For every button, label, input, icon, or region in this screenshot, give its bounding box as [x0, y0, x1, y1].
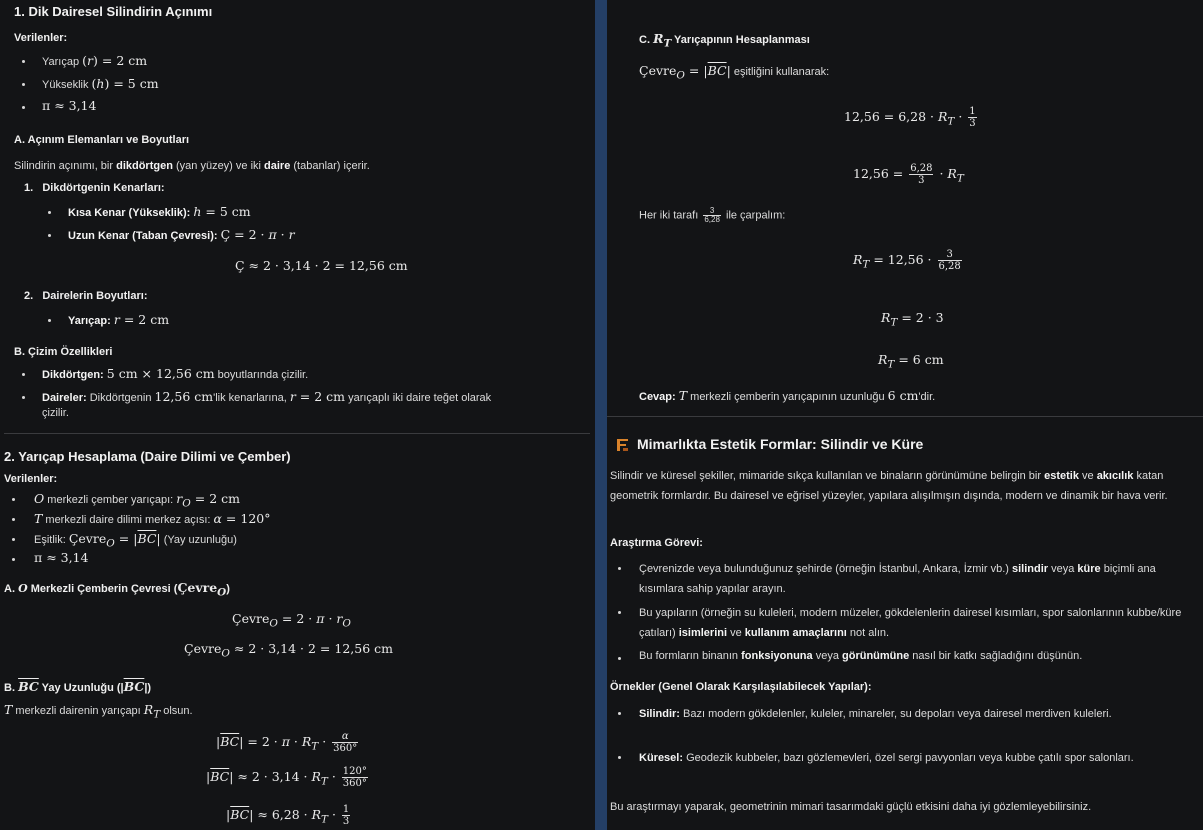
bullet [12, 538, 15, 541]
task-item-2: Bu yapıların (örneğin su kuleleri, modern müzeler, gökdelenlerin dairesel kısımları, spor salonlarının kubbe/küre çatıları) isimlerini ve kullanım amaçlarını not alın. [639, 607, 1182, 639]
s1-given-heading: Verilenler: [14, 32, 68, 44]
s1-a-circumference-eq: Ç ≈ 2 · 3,14 · 2 = 12,56 cm [235, 258, 408, 273]
bullet [618, 567, 621, 570]
s1-b-rectangle: Dikdörtgen: 5 cm × 12,56 cm boyutlarında çizilir. [42, 366, 309, 381]
s2-b-eq2: $|\overline{BC}| \approx 2 \cdot 3,14 \cdot R_T$ · $\frac{120^\circ}{360^\circ}$ [206, 766, 367, 789]
bullet [618, 712, 621, 715]
bullet [22, 106, 25, 109]
divider-line [4, 433, 590, 434]
s2-given-1: O merkezli çember yarıçapı: $r_O = 2$ cm [34, 491, 241, 510]
section-1-title: 1. Dik Dairesel Silindirin Açınımı [14, 4, 213, 19]
s2-a-heading: A. O Merkezli Çemberin Çevresi (Çevre$_O$) [4, 580, 230, 599]
s1-a-item-1: 1. Dikdörtgenin Kenarları: [24, 182, 165, 194]
example-sphere: Küresel: Geodezik kubbeler, bazı gözlemevleri, özel sergi pavyonları veya kubbe çatılı spor salonları. [639, 752, 1134, 764]
c-eq3: $R_T = 12,56$ · $\frac{3}{6,28}$ [853, 249, 961, 272]
right-document-pane[interactable] [607, 0, 1203, 830]
section-2-title: 2. Yarıçap Hesaplama (Daire Dilimi ve Çember) [4, 449, 291, 464]
divider-line [607, 416, 1203, 417]
s1-a-text: Silindirin açınımı, bir dikdörtgen (yan yüzey) ve iki daire (tabanlar) içerir. [14, 160, 370, 172]
bullet [12, 558, 15, 561]
s1-given-pi: π ≈ 3,14 [42, 98, 97, 113]
bullet [618, 611, 621, 614]
c-eq5: $R_T = 6$ cm [878, 352, 944, 371]
bullet [48, 211, 51, 214]
bullet [618, 756, 621, 759]
bullet [12, 518, 15, 521]
s1-b-heading: B. Çizim Özellikleri [14, 346, 113, 358]
s1-b-circles-cont: çizilir. [42, 407, 69, 419]
s1-b-circles: Daireler: Dikdörtgenin 12,56 cm'lik kenarlarına, r = 2 cm yarıçaplı iki daire teğet olarak [42, 389, 492, 404]
c-eq2: 12,56 = $\frac{6,28}{3}$ · $R_T$ [853, 163, 964, 186]
s1-a-circle-radius: Yarıçap: r = 2 cm [68, 312, 170, 327]
s1-a-short-side: Kısa Kenar (Yükseklik): h = 5 cm [68, 204, 251, 219]
s1-given-height: Yükseklik (h) = 5 cm [42, 76, 159, 91]
c-answer: Cevap: T merkezli çemberin yarıçapının uzunluğu 6 cm'dir. [639, 388, 936, 403]
bullet [618, 657, 621, 660]
c-text2: Her iki tarafı $\frac{3}{6,28}$ ile çarpalım: [639, 206, 786, 224]
s2-a-eq2: Çevre$_O$ ≈ 2 · 3,14 · 2 = 12,56 cm [184, 641, 393, 660]
s1-a-heading: A. Açınım Elemanları ve Boyutları [14, 134, 190, 146]
pane-divider[interactable] [595, 0, 607, 830]
bullet [48, 319, 51, 322]
bullet [22, 60, 25, 63]
example-cylinder: Silindir: Bazı modern gökdelenler, kuleler, minareler, su depoları veya dairesel merdiven kuleleri. [639, 708, 1112, 720]
s2-given-heading: Verilenler: [4, 473, 58, 485]
s2-b-heading: B. $\overline{BC}$ Yay Uzunluğu $(|\overline{BC}|)$ [4, 679, 152, 694]
c-eq4: $R_T = 2 \cdot 3$ [881, 310, 944, 329]
closing-paragraph: Bu araştırmayı yaparak, geometrinin mimari tasarımdaki güçlü etkisini daha iyi gözlemleyebilirsiniz. [610, 801, 1092, 813]
examples-heading: Örnekler (Genel Olarak Karşılaşılabilecek Yapılar): [610, 681, 872, 693]
bullet [48, 234, 51, 237]
task-item-3: Bu formların binanın fonksiyonuna veya görünümüne nasıl bir katkı sağladığını düşünün. [639, 650, 1083, 662]
s2-b-eq1: $|\overline{BC}| = 2 \cdot \pi \cdot R_T$ · $\frac{\alpha}{360^\circ}$ [216, 731, 358, 754]
s2-a-eq1: Çevre$_O$ = $2 \cdot \pi \cdot r_O$ [232, 611, 351, 630]
architecture-paragraph: Silindir ve küresel şekiller, mimaride sıkça kullanılan ve binaların görünümüne belirgin bir estetik ve akıcılık katan geometrik formlardır. Bu dairesel ve eğrisel yüzeyler, yapılara alışılmışın dışında, modern ve dinamik bir hava verir. [610, 470, 1168, 502]
c-text: Çevre$_O$ = $|\overline{BC}|$ eşitliğini kullanarak: [639, 63, 830, 82]
bullet [22, 373, 25, 376]
task-item-1: Çevrenizde veya bulunduğunuz şehirde (örneğin İstanbul, Ankara, İzmir vb.) silindir veya küre biçimli ana kısımlara sahip yapılar arayın. [639, 563, 1156, 595]
c-heading: C. $R_T$ Yarıçapının Hesaplanması [639, 31, 810, 50]
c-eq1: $12,56 = 6,28 \cdot R_T$ · $\frac{1}{3}$ [844, 106, 976, 129]
s1-a-item-2: 2. Dairelerin Boyutları: [24, 290, 148, 302]
s1-given-radius: Yarıçap (r) = 2 cm [42, 53, 148, 68]
architecture-title: Mimarlıkta Estetik Formlar: Silindir ve Küre [637, 436, 924, 452]
architecture-icon [615, 437, 631, 456]
s2-given-2: T merkezli daire dilimi merkez açısı: α = 120° [34, 511, 271, 526]
task-heading: Araştırma Görevi: [610, 537, 703, 549]
bullet [22, 396, 25, 399]
s2-given-3: Eşitlik: Çevre$_O$ = $|\overline{BC}|$ (Yay uzunluğu) [34, 531, 237, 550]
s2-b-eq3: $|\overline{BC}| \approx 6,28 \cdot R_T$ · $\frac{1}{3}$ [226, 804, 350, 827]
s2-given-4: π ≈ 3,14 [34, 550, 89, 565]
s1-a-long-side: Uzun Kenar (Taban Çevresi): Ç = 2 · π · r [68, 227, 295, 242]
left-document-pane[interactable] [0, 0, 595, 830]
bullet [12, 498, 15, 501]
bullet [22, 83, 25, 86]
s2-b-text: T merkezli dairenin yarıçapı $R_T$ olsun. [4, 702, 193, 721]
